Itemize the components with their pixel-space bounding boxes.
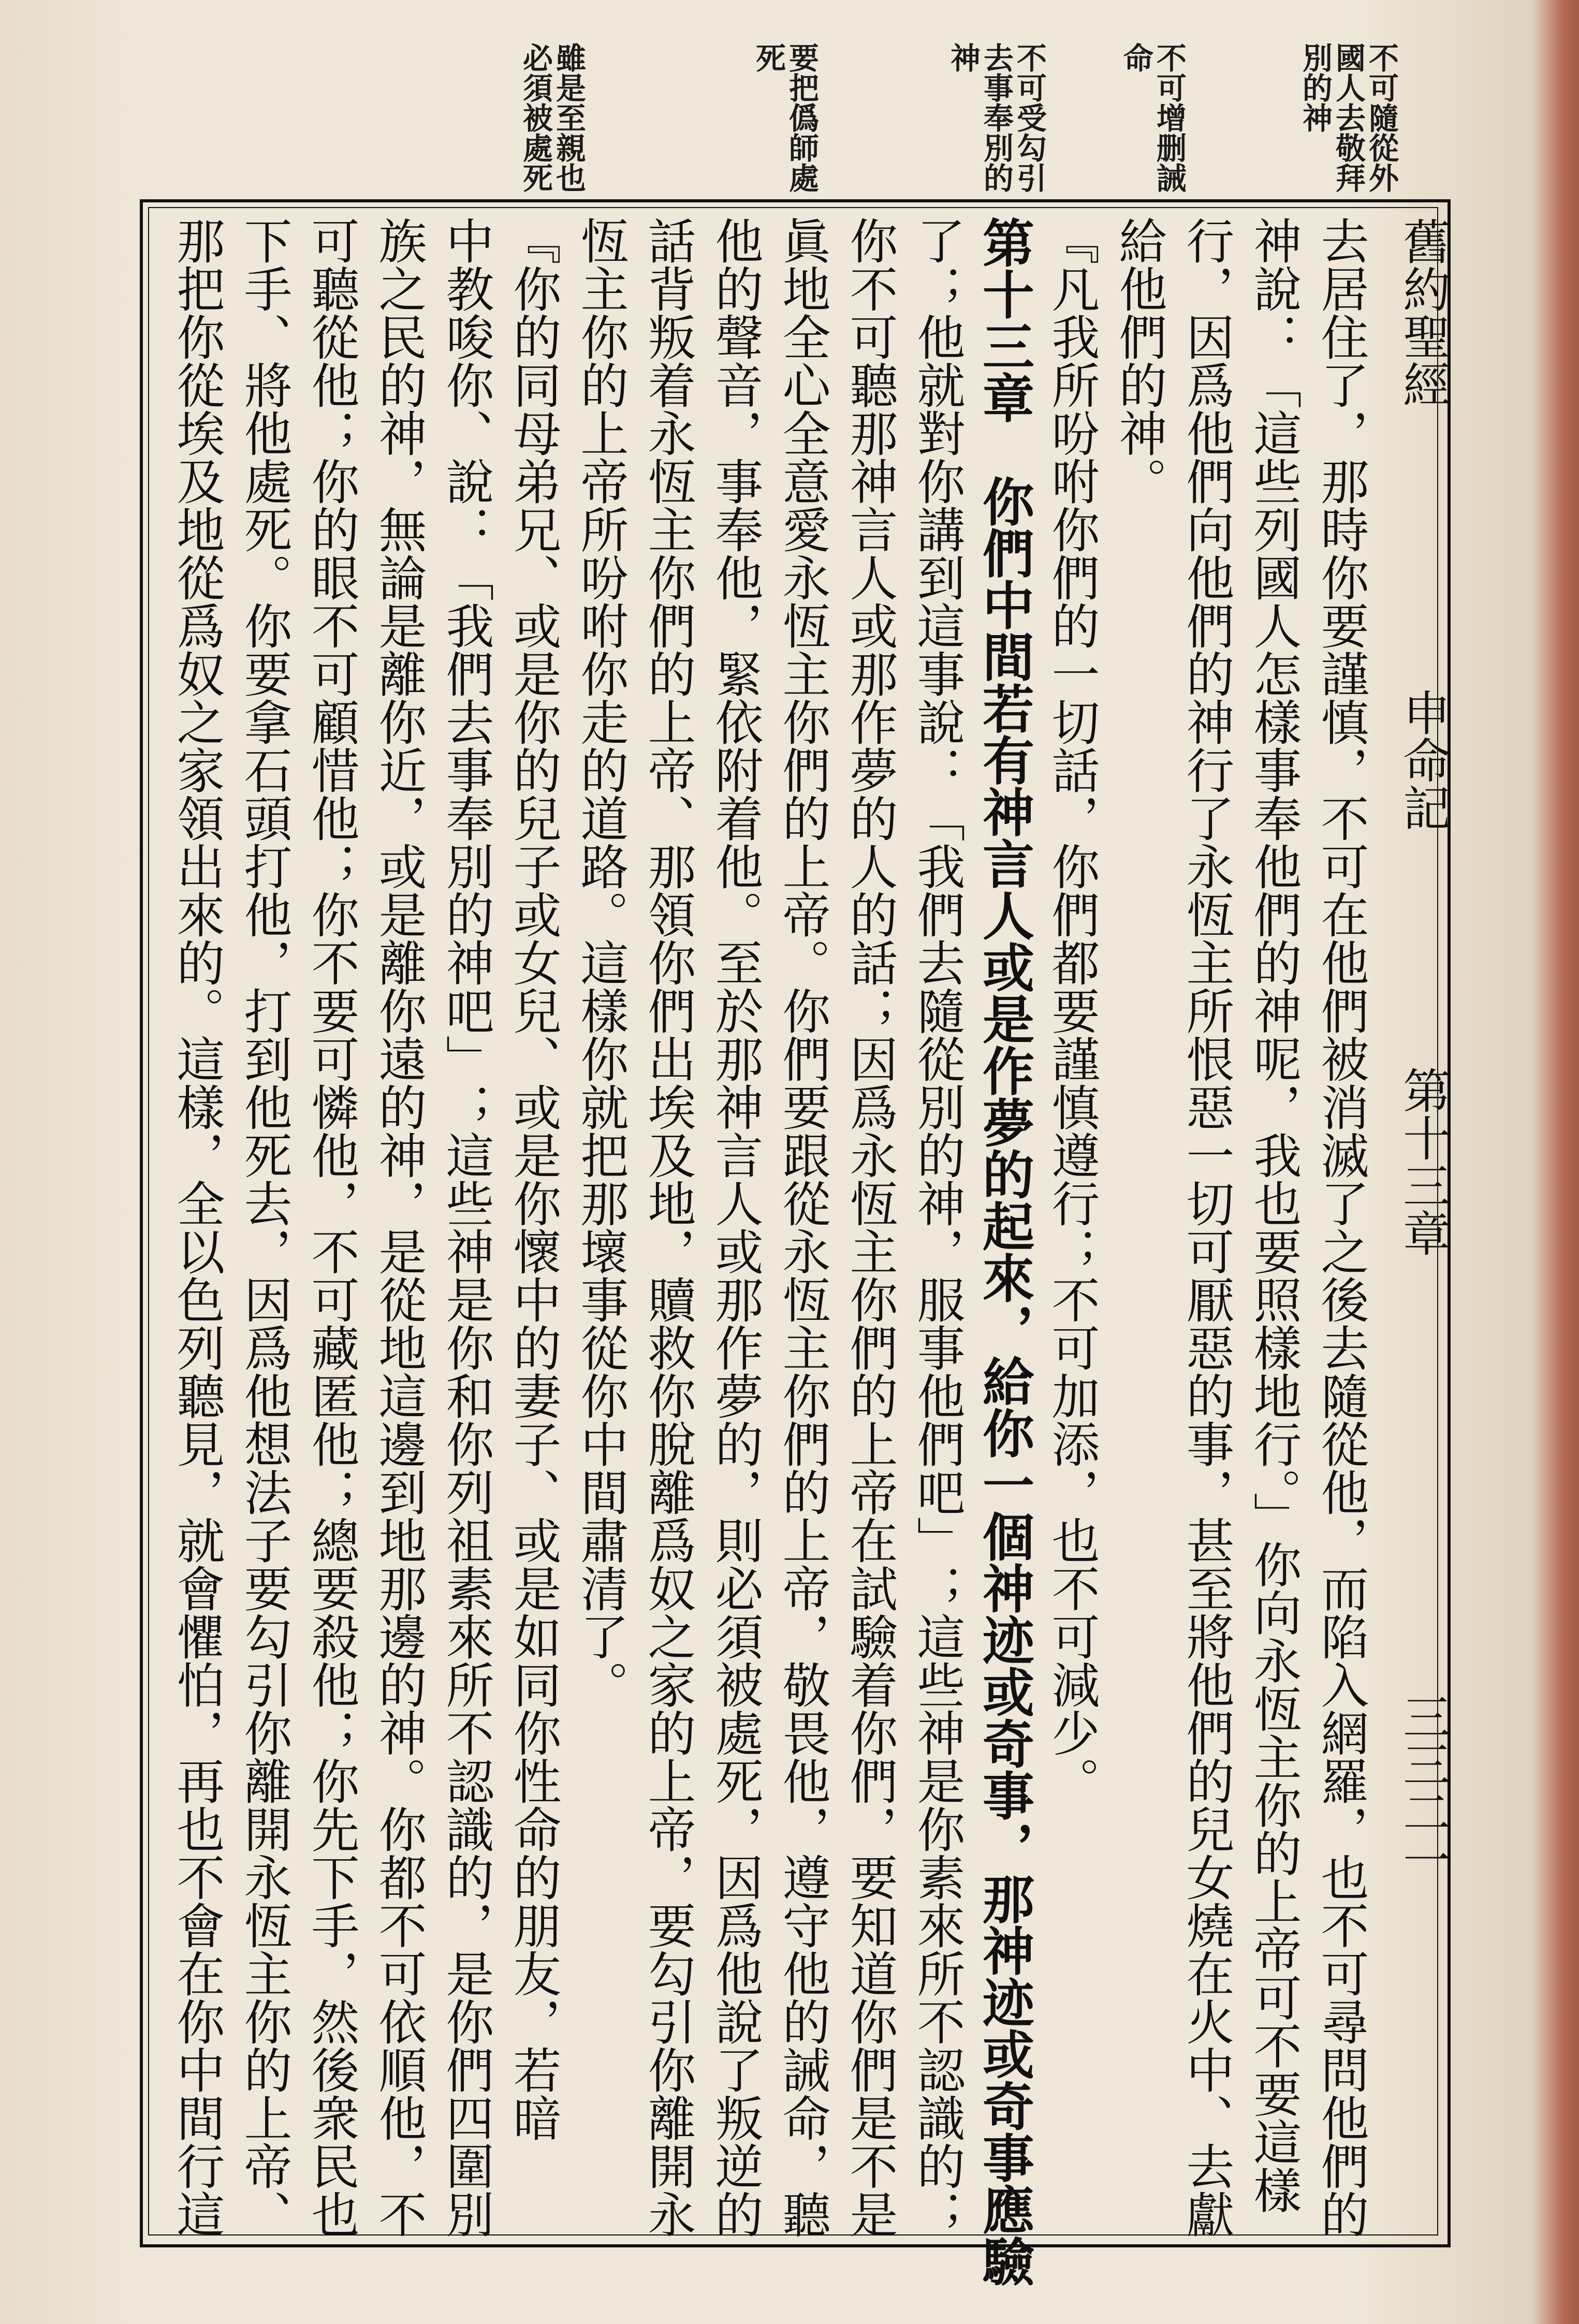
text-column-7: 了；他就對你講到這事說：「我們去隨從別的神，服事他們吧」；這些神是你素來所不認識的； [909,216,965,2238]
text-column-17: 下手、將他處死。你要拿石頭打他，打到他死去，因爲他想法子要勾引你離開永恆主你的上帝、 [236,216,292,2238]
side-note-1: 不可隨從外國人去敬拜別的神 [1297,42,1399,193]
book-title: 舊約聖經 [1395,217,1451,408]
side-note-4: 要把僞師處死 [751,42,819,193]
text-column-10: 他的聲音，事奉他，緊依附着他。至於那神言人或那作夢的，則必須被處死，因爲他說了叛逆的 [707,216,763,2238]
text-column-9: 眞地全心全意愛永恆主你們的上帝。你們要跟從永恆主你們的上帝，敬畏他，遵守他的誡命，聽 [774,216,830,2238]
book-name: 申命記 [1395,688,1451,831]
text-column-18: 那把你從埃及地從爲奴之家領出來的。這樣，全以色列聽見，就會懼怕，再也不會在你中間行這 [169,216,225,2238]
text-column-13: 『你的同母弟兄、或是你的兒子或女兒、或是你懷中的妻子、或是如同你性命的朋友，若暗 [505,216,561,2142]
text-column-11: 話背叛着永恆主你們的上帝、那領你們出埃及地，贖救你脫離爲奴之家的上帝，要勾引你離開永 [640,216,696,2238]
text-column-12: 恆主你的上帝所吩咐你走的道路。這樣你就把那壞事從你中間肅清了。 [573,216,628,1709]
text-column-16: 可聽從他；你的眼不可顧惜他；你不要可憐他，不可藏匿他；總要殺他；你先下手，然後衆民也 [303,216,359,2238]
text-column-6-chapter-heading: 第十三章 你們中間若有神言人或是作夢的起來，給你一個神迹或奇事，那神迹或奇事應驗 [974,216,1035,2287]
text-column-4: 給他們的神。 [1111,216,1167,505]
text-column-3: 行，因爲他們向他們的神行了永恆主所恨惡一切可厭惡的事，甚至將他們的兒女燒在火中、去獻 [1178,216,1234,2238]
text-column-15: 族之民的神，無論是離你近，或是離你遠的神，是從地這邊到地那邊的神。你都不可依順他，不 [371,216,427,2238]
chapter-label: 第十三章 [1395,1066,1451,1257]
side-note-5: 雖是至親也必須被處死 [518,42,586,193]
side-note-2: 不可增删誡命 [1118,42,1187,193]
page-number: 三三二一 [1395,1693,1451,1883]
text-column-14: 中教唆你、說：「我們去事奉別的神吧」；這些神是你和你列祖素來所不認識的，是你們四圍別 [438,216,494,2238]
side-note-3: 不可受勾引去事奉別的神 [945,42,1047,193]
text-column-8: 你不可聽那神言人或那作夢的人的話；因爲永恆主你們的上帝在試驗着你們，要知道你們是不是 [842,216,898,2238]
text-column-1: 去居住了，那時你要謹慎，不可在他們被消滅了之後去隨從他，而陷入網羅，也不可尋問他們的 [1313,216,1369,2238]
text-column-2: 神說：「這些列國人怎樣事奉他們的神呢，我也要照樣地行。」你向永恆主你的上帝可不要這樣 [1246,216,1302,2214]
text-column-5: 『凡我所吩咐你們的一切話，你們都要謹慎遵行；不可加添，也不可減少。 [1044,216,1100,1805]
